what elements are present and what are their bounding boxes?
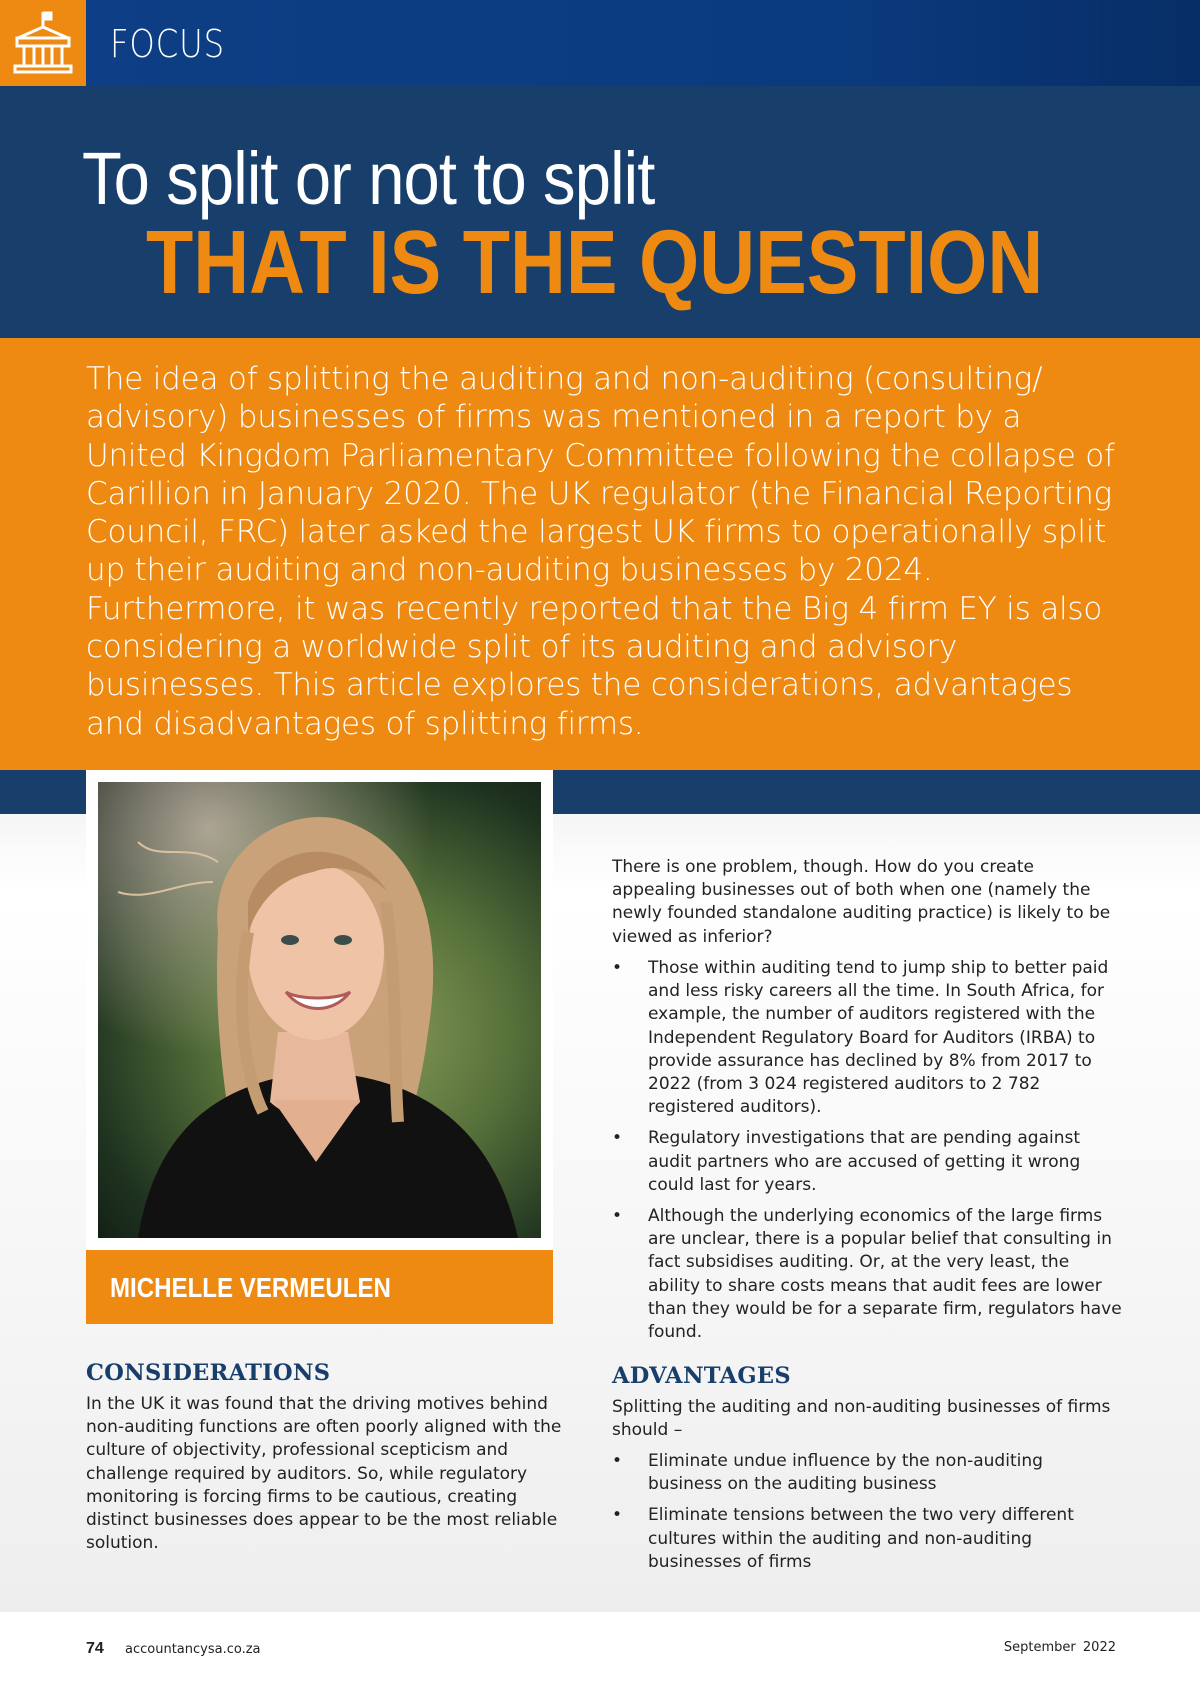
list-item: • Although the underlying economics of the large firms are unclear, there is a popular belief that consulting in fact subsidises auditing. Or, at the very least, the ability to share costs means that audit fees are lower than they would be for a separate firm, regulators have found. <box>612 1206 1122 1343</box>
intro-panel <box>0 338 1200 770</box>
advantages-heading: ADVANTAGES <box>612 1363 791 1389</box>
list-item: • Those within auditing tend to jump ship to better paid and less risky careers all the time. In South Africa, for example, the number of auditors registered with the Independent Regulatory Board for Auditors (IRBA) to provide assurance has declined by 8% from 2017 to 2022 (from 3 024 registered auditors to 2 782 registered auditors). <box>612 958 1109 1118</box>
article-title: To split or not to split <box>82 137 655 220</box>
considerations-text: In the UK it was found that the driving motives behind non-auditing functions are often poorly aligned with the culture of objectivity, professional scepticism and challenge required by auditors. So, while regulatory monitoring is forcing firms to be cautious, creating distinct businesses does appear to be the most reliable solution. <box>86 1394 562 1554</box>
author-photo <box>98 782 541 1238</box>
bullet-icon: • <box>612 1206 623 1227</box>
list-item: • Eliminate undue influence by the non-auditing business on the auditing business <box>612 1451 1043 1495</box>
problems-list <box>612 957 1124 1352</box>
section-label: FOCUS <box>110 22 225 66</box>
bullet-icon: • <box>612 1451 623 1471</box>
list-item: • Eliminate tensions between the two very different cultures within the auditing and non-auditing businesses of firms <box>612 1505 1074 1572</box>
top-bar <box>0 0 1200 86</box>
advantages-list <box>612 1450 1092 1582</box>
right-intro-text: There is one problem, though. How do you create appealing businesses out of both when one (namely the newly founded standalone auditing practice) is likely to be viewed as inferior? <box>612 857 1111 947</box>
author-photo-frame <box>86 770 553 1250</box>
bullet-icon: • <box>612 1128 623 1149</box>
page-number: 74 <box>86 1640 104 1657</box>
advantages-intro: Splitting the auditing and non-auditing businesses of firms should – <box>612 1397 1111 1441</box>
bullet-icon: • <box>612 1505 623 1526</box>
author-banner <box>86 1250 553 1324</box>
bullet-icon: • <box>612 958 623 978</box>
page-footer <box>0 1612 1200 1696</box>
building-icon <box>0 0 86 86</box>
website-link[interactable]: accountancysa.co.za <box>125 1642 261 1657</box>
article-subtitle: THAT IS THE QUESTION <box>146 213 1044 313</box>
considerations-heading: CONSIDERATIONS <box>86 1360 331 1386</box>
list-item: • Regulatory investigations that are pending against audit partners who are accused of getting it wrong could last for years. <box>612 1128 1081 1195</box>
issue-date: September 2022 <box>1003 1640 1116 1655</box>
author-name: MICHELLE VERMEULEN <box>110 1272 391 1303</box>
intro-text: The idea of splitting the auditing and non-auditing (consulting/ advisory) businesses of firms was mentioned in a report by a United Kingdom Parliamentary Committee following the collapse of Carillion in January 2020. The UK regulator (the Financial Reporting Council, FRC) later asked the largest UK firms to operationally split up their auditing and non-auditing businesses by 2024. Furthermore, it was recently reported that the Big 4 firm EY is also considering a worldwide split of its auditing and advisory businesses. This article explores the considerations, advantages and disadvantages of splitting firms. <box>86 361 1115 742</box>
title-banner <box>0 86 1200 338</box>
